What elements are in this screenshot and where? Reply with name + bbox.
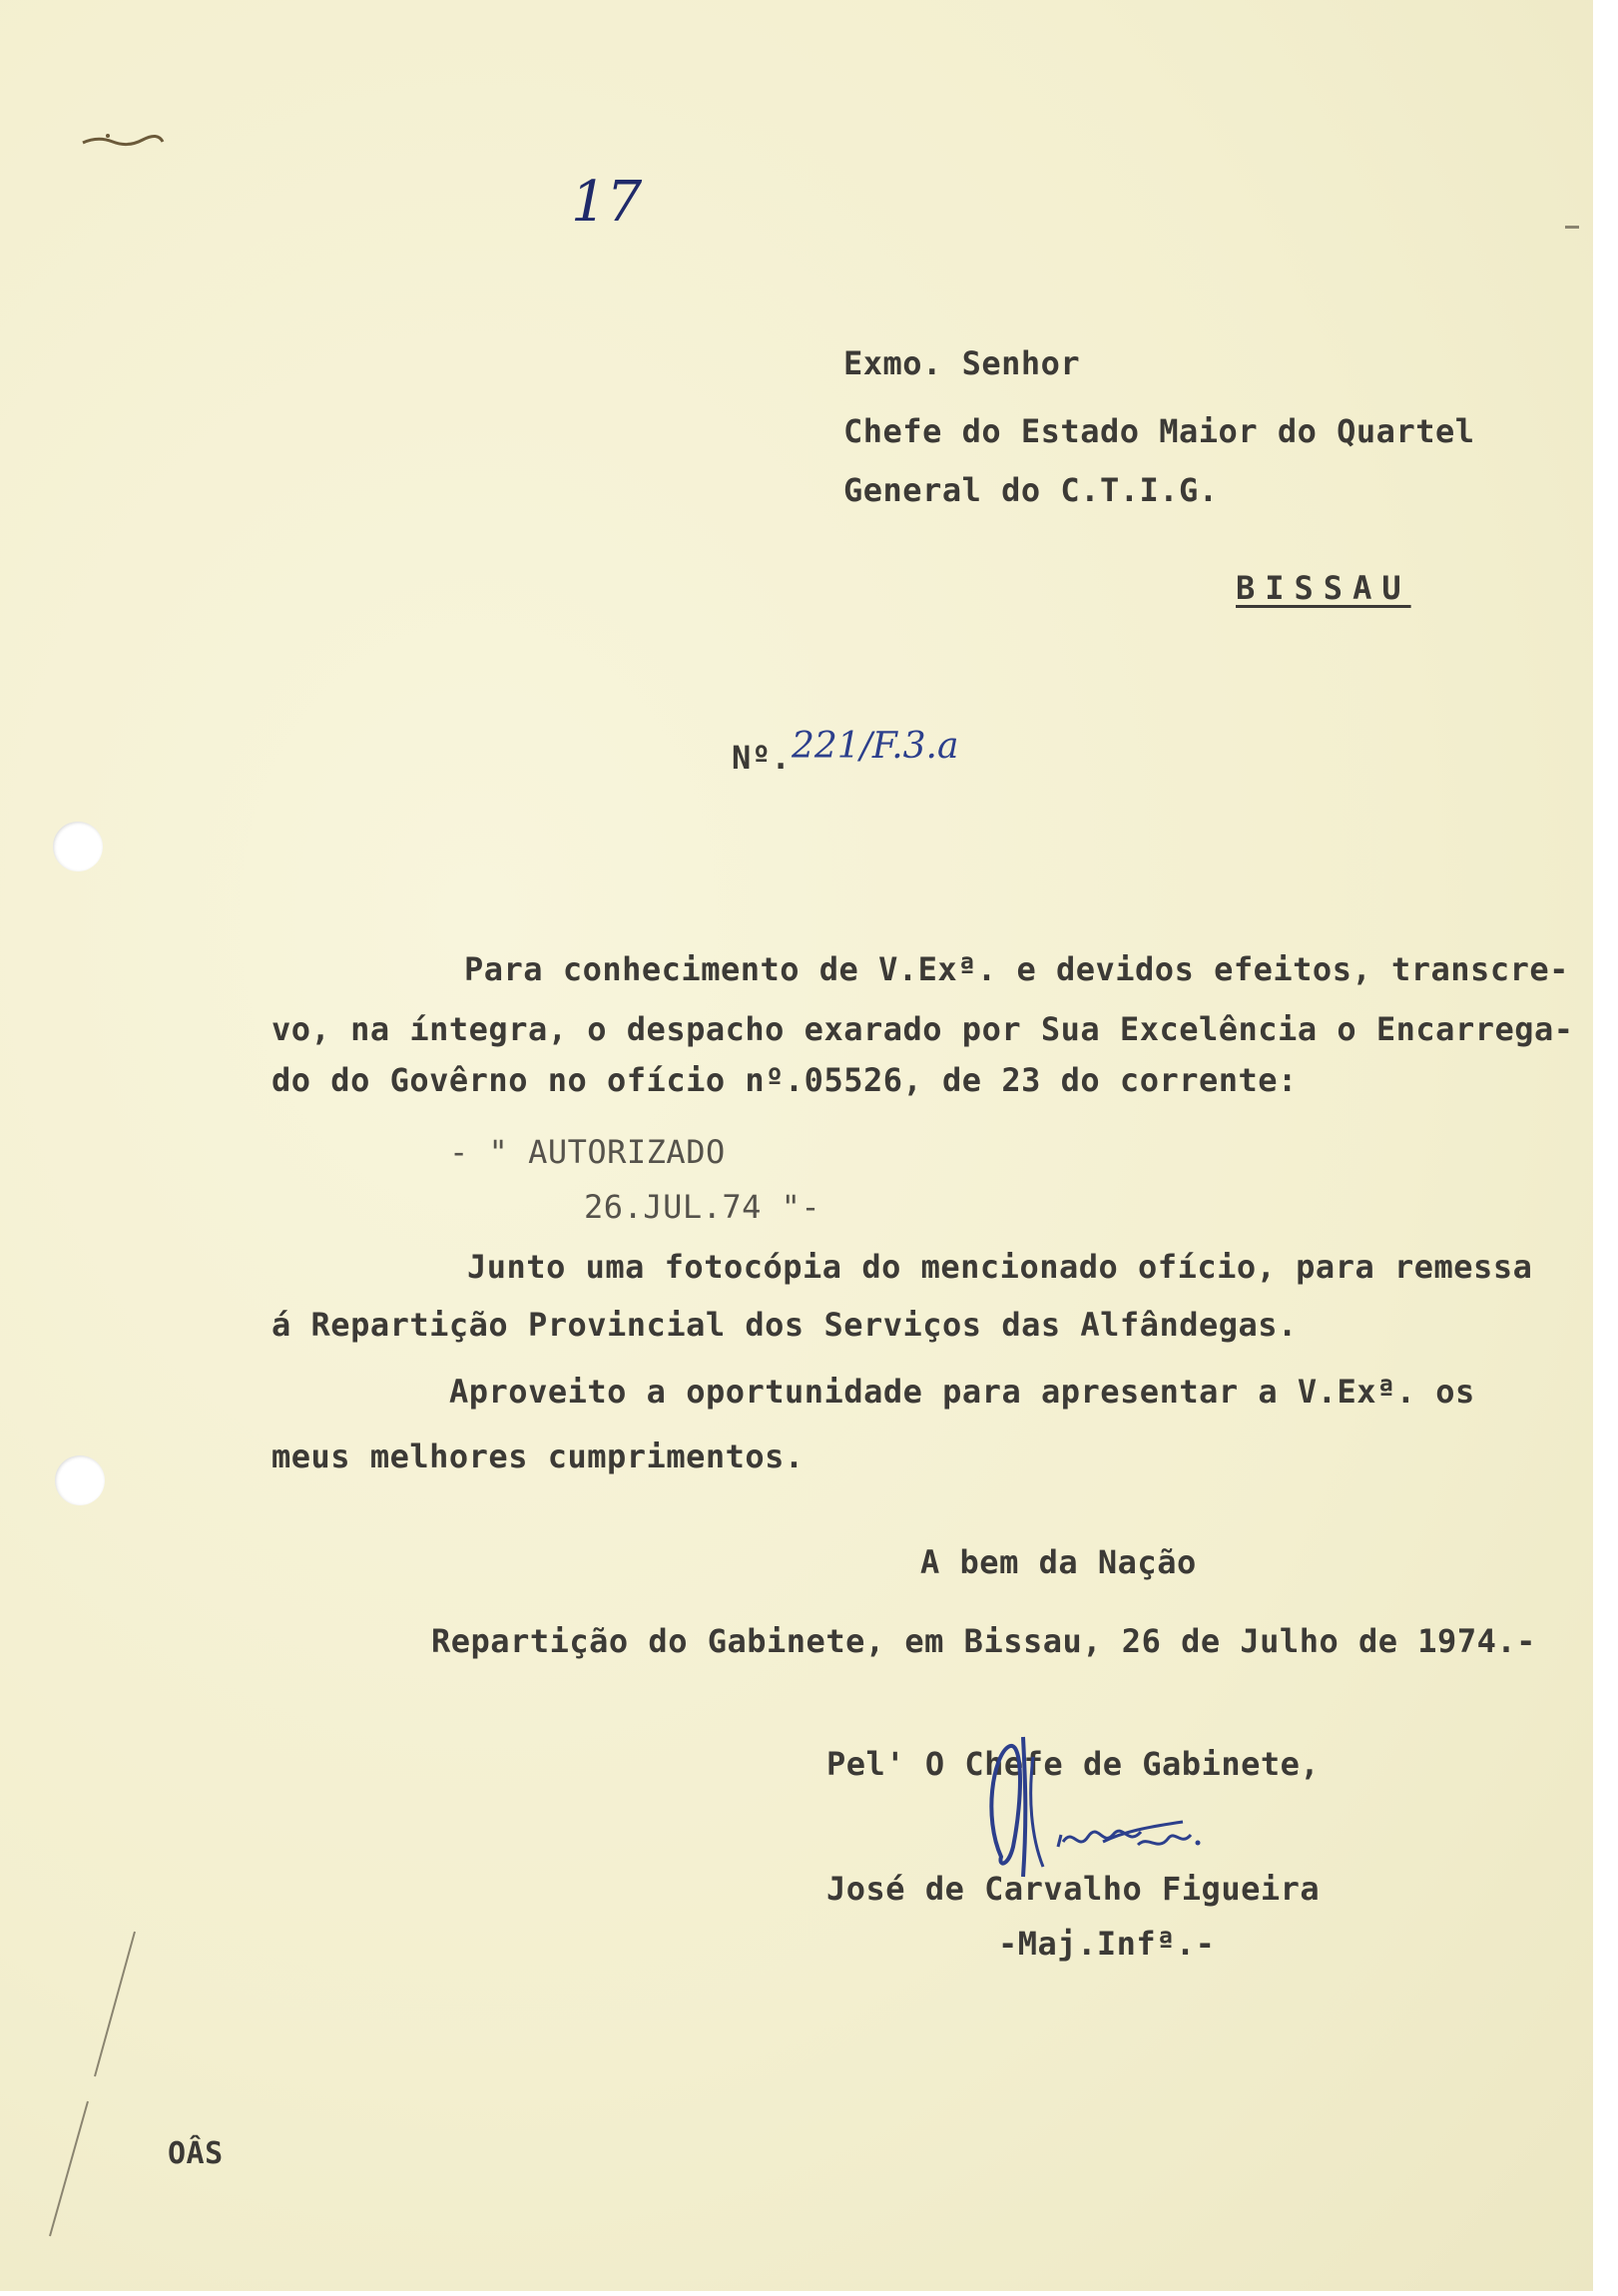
body-para1-line1: Para conhecimento de V.Exª. e devidos efeitos, transcre- [464, 950, 1569, 988]
reference-prefix: Nº. [732, 739, 792, 777]
signer-rank: -Maj.Infª.- [998, 1925, 1216, 1963]
body-para3-line2: meus melhores cumprimentos. [271, 1437, 805, 1475]
right-margin-tick [1565, 226, 1579, 229]
closing-place-date: Repartição do Gabinete, em Bissau, 26 de Julho de 1974.- [431, 1622, 1536, 1660]
quote-line1: - " AUTORIZADO [449, 1133, 726, 1171]
addressee-salutation: Exmo. Senhor [843, 344, 1081, 382]
body-para3-line1: Aproveito a oportunidade para apresentar a V.Exª. os [449, 1373, 1475, 1411]
body-para2-line1: Junto uma fotocópia do mencionado ofício, para remessa [467, 1248, 1533, 1286]
punch-hole-top [53, 822, 103, 871]
body-para2-line2: á Repartição Provincial dos Serviços das Alfândegas. [271, 1306, 1298, 1344]
body-para1-line3: do do Govêrno no ofício nº.05526, de 23 do corrente: [271, 1061, 1298, 1099]
signer-title: Pel' O Chefe de Gabinete, [826, 1745, 1321, 1783]
margin-scratch-lines [20, 1927, 140, 2246]
addressee-city: BISSAU [1236, 569, 1411, 607]
signer-name: José de Carvalho Figueira [826, 1870, 1321, 1908]
quote-line2: 26.JUL.74 "- [584, 1188, 821, 1226]
reference-handwritten: 221/F.3.a [792, 726, 959, 767]
folio-number: 17 [571, 170, 643, 235]
footer-initials: OÂS [168, 2136, 224, 2171]
stray-ink-mark [78, 128, 168, 158]
closing-motto: A bem da Nação [920, 1543, 1197, 1581]
handwritten-signature [953, 1717, 1253, 1907]
body-para1-line2: vo, na íntegra, o despacho exarado por Sua Excelência o Encarrega- [271, 1010, 1574, 1048]
punch-hole-bottom [55, 1455, 105, 1505]
addressee-line2: General do C.T.I.G. [843, 471, 1219, 509]
addressee-line1: Chefe do Estado Maior do Quartel [843, 412, 1475, 450]
